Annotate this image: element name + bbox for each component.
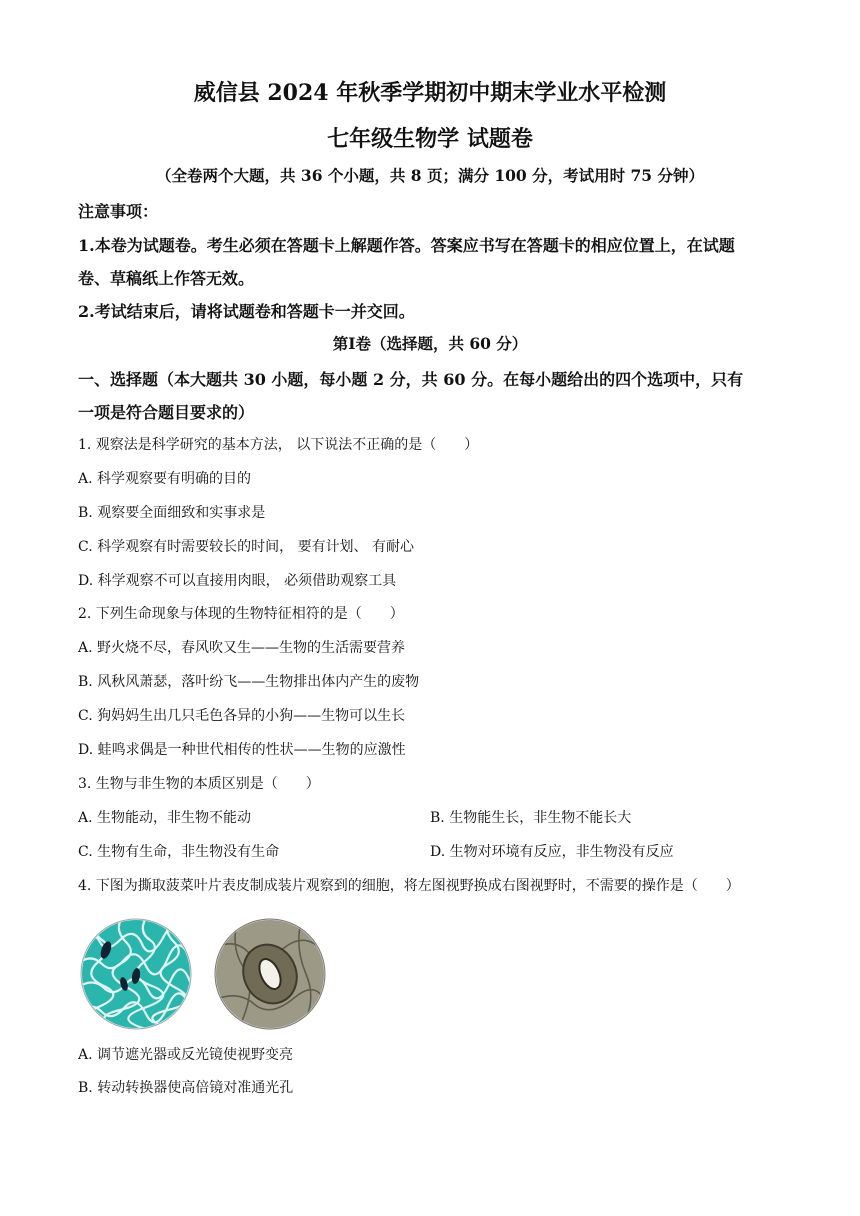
question-4-option-a: A. 调节遮光器或反光镜使视野变亮: [78, 1047, 294, 1063]
question-2-option-d: D. 蛙鸣求偶是一种世代相传的性状——生物的应激性: [78, 742, 406, 758]
exam-title: 威信县 2024 年秋季学期初中期末学业水平检测: [193, 80, 667, 106]
notice-item-1: 1.本卷为试题卷。考生必须在答题卡上解题作答。答案应书写在答题卡的相应位置上，在试题: [78, 236, 735, 255]
question-1-option-c: C. 科学观察有时需要较长的时间， 要有计划、 有耐心: [78, 539, 415, 555]
question-2-option-c: C. 狗妈妈生出几只毛色各异的小狗——生物可以生长: [78, 708, 406, 724]
section-title: 第Ⅰ卷（选择题，共 60 分）: [332, 334, 528, 353]
question-3-option-d: D. 生物对环境有反应，非生物没有反应: [430, 844, 674, 860]
question-1-option-b: B. 观察要全面细致和实事求是: [78, 505, 266, 521]
question-1-option-d: D. 科学观察不可以直接用肉眼， 必须借助观察工具: [78, 573, 397, 589]
question-2-option-a: A. 野火烧不尽，春风吹又生——生物的生活需要营养: [78, 640, 406, 656]
question-2-stem: 2. 下列生命现象与体现的生物特征相符的是（ ）: [78, 606, 404, 622]
left-field-of-view-image: [80, 918, 192, 1030]
exam-info: （全卷两个大题，共 36 个小题，共 8 页；满分 100 分，考试用时 75 分钟）: [156, 166, 704, 185]
question-3-option-a: A. 生物能动，非生物不能动: [78, 810, 252, 826]
notice-heading: 注意事项：: [78, 202, 159, 221]
section-heading: 一、选择题（本大题共 30 小题，每小题 2 分，共 60 分。在每小题给出的四个选项中，只有: [78, 370, 744, 389]
exam-subtitle: 七年级生物学 试题卷: [327, 126, 533, 152]
notice-item-2: 2.考试结束后，请将试题卷和答题卡一并交回。: [78, 302, 415, 321]
right-field-of-view-image: [214, 918, 326, 1030]
section-heading-cont: 一项是符合题目要求的）: [78, 403, 255, 422]
question-1-option-a: A. 科学观察要有明确的目的: [78, 471, 252, 487]
question-4-stem: 4. 下图为撕取菠菜叶片表皮制成装片观察到的细胞，将左图视野换成右图视野时，不需要的操作是（ ）: [78, 878, 740, 894]
question-3-option-b: B. 生物能生长，非生物不能长大: [430, 810, 632, 826]
question-1-stem: 1. 观察法是科学研究的基本方法， 以下说法不正确的是（ ）: [78, 437, 479, 453]
question-2-option-b: B. 风秋风萧瑟，落叶纷飞——生物排出体内产生的废物: [78, 674, 420, 690]
question-3-option-c: C. 生物有生命，非生物没有生命: [78, 844, 280, 860]
question-4-option-b: B. 转动转换器使高倍镜对准通光孔: [78, 1080, 294, 1096]
notice-item-1-cont: 卷、草稿纸上作答无效。: [78, 269, 255, 288]
question-3-stem: 3. 生物与非生物的本质区别是（ ）: [78, 776, 320, 792]
